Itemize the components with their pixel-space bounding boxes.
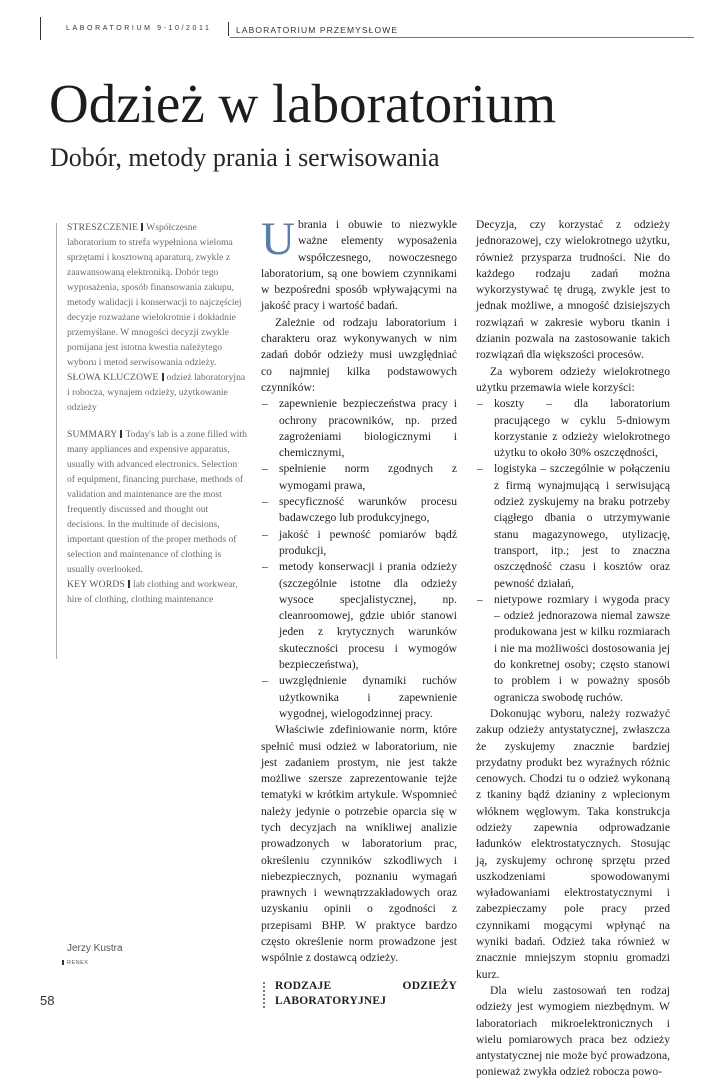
abstract bbox=[67, 220, 247, 612]
paragraph-1-text: brania i obuwie to niezwykle ważne elementy wyposażenia współczesnego, nowoczesnego laboratorium, są one bowiem czynnikami w bezpośredni sposób wpływającymi na jakość pracy i wartość badań. bbox=[261, 218, 457, 313]
abstract-en bbox=[67, 427, 247, 607]
drop-cap: U bbox=[261, 213, 295, 265]
list-item: – koszty – dla laboratorium pracującego w cyklu 5-dniowym korzystanie z odzieży wielokrotnego użytku to około 30% oszczędności, bbox=[476, 396, 670, 461]
article-subtitle: Dobór, metody prania i serwisowania bbox=[50, 143, 440, 172]
header-vertical-rule bbox=[40, 17, 41, 40]
keywords-pl-label: SŁOWA KLUCZOWE bbox=[67, 372, 159, 383]
magazine-issue: LABORATORIUM 9-10/2011 bbox=[66, 25, 212, 32]
list-item: – spełnienie norm zgodnych z wymogami prawa, bbox=[261, 461, 457, 494]
paragraph-7: Dla wielu zastosowań ten rodzaj odzieży jest wymogiem niezbędnym. W laboratoriach mikroelektronicznych i wielu pomiarowych praca bez odzieży antystatycznej nie może być prowadzona, ponieważ zwykła odzież robocza powo- bbox=[476, 983, 670, 1079]
paragraph-1 bbox=[261, 213, 457, 315]
page-number: 58 bbox=[40, 993, 55, 1008]
keywords-en-text: lab clothing and workwear, hire of clothing, clothing maintenance bbox=[67, 579, 238, 605]
abstract-pl-label: STRESZCZENIE bbox=[67, 222, 139, 233]
list-item: – specyficzność warunków procesu badawczego lub produkcyjnego, bbox=[261, 494, 457, 527]
article-column-1 bbox=[261, 213, 457, 1011]
separator-bar bbox=[141, 223, 143, 231]
abstract-pl-text: Współczesne laboratorium to strefa wypełniona wieloma sprzętami i kosztowną aparaturą, zwykle z zaawansowaną elektroniką. Dobór tego wyposażenia, sposób finansowania zakupu, metody walidacji i konserwacji to najczęściej decyzje rozważane wielokrotnie i dokładnie przemyślane. W mnogości decyzji zwykle pomijana jest istotna kwestia należytego wyboru i metod serwisowania odzieży. bbox=[67, 222, 242, 368]
keywords-en-label: KEY WORDS bbox=[67, 579, 126, 590]
list-item: – metody konserwacji i prania odzieży (szczególnie istotne dla odzieży wysoce specjalistycznej, np. cleanroomowej, gdzie ubiór stanowi jeden z krytycznych warunków skuteczności procesu i wymogów bezpieczeństwa), bbox=[261, 559, 457, 673]
separator-bar bbox=[128, 580, 130, 588]
section-heading: RODZAJE ODZIEŻY LABORATORYJNEJ bbox=[261, 979, 457, 1009]
author-affiliation bbox=[62, 960, 88, 966]
abstract-en-text: Today's lab is a zone filled with many appliances and expensive apparatus, usually with advanced electronics. Selection of equipment, financing purchase, methods of validation and maintenance are the most frequently discussed and thought out decisions. In the multitude of decisions, important question of the proper methods of selection and maintenance of clothing is usually overlooked. bbox=[67, 429, 247, 575]
paragraph-5: Za wyborem odzieży wielokrotnego użytku przemawia wiele korzyści: bbox=[476, 364, 670, 394]
separator-bar bbox=[162, 373, 164, 381]
list-item: – logistyka – szczególnie w połączeniu z firmą wynajmującą i serwisującą odzież zyskujemy na braku potrzeby ciągłego dbania o utrzymywanie stanu magazynowego, utylizację, transport, itp.; jest to znaczna oszczędność czasu i kosztów oraz pewność działań, bbox=[476, 461, 670, 591]
abstract-en-label: SUMMARY bbox=[67, 429, 118, 440]
article-column-2 bbox=[476, 217, 670, 1081]
list-item: – jakość i pewność pomiarów bądź produkcji, bbox=[261, 527, 457, 560]
paragraph-3: Właściwie zdefiniowanie norm, które spełnić musi odzież w laboratorium, nie jest zadaniem prostym, nie jest także możliwe szersze zaprezentowanie tejże tematyki w krótkim artykule. Wspomnieć należy jedynie o potrzebie oparcia się w tych decyzjach na wnikliwej analizie prowadzonych w laboratorium prac, określeniu czynników szkodliwych i niebezpiecznych, poznaniu wymagań prawnych i wewnątrzzakładowych oraz uzyskaniu opinii o zgodności z przepisami BHP. W praktyce bardzo często określenie norm prowadzone jest wspólnie z dostawcą odzieży. bbox=[261, 723, 457, 965]
factors-list bbox=[261, 396, 457, 722]
abstract-rule bbox=[56, 223, 57, 659]
article-title: Odzież w laboratorium bbox=[49, 73, 557, 134]
affiliation-text: RENEX bbox=[67, 960, 89, 966]
author-name: Jerzy Kustra bbox=[67, 943, 123, 954]
benefits-list bbox=[476, 396, 670, 706]
section-name: LABORATORIUM PRZEMYSŁOWE bbox=[236, 25, 399, 35]
running-header bbox=[40, 17, 694, 41]
keywords-pl-text: odzież laboratoryjna i robocza, wynajem odzieży, użytkowanie odzieży bbox=[67, 372, 246, 413]
list-item: – zapewnienie bezpieczeństwa pracy i ochrony pracowników, np. przed zagrożeniami biologicznymi i chemicznymi, bbox=[261, 396, 457, 461]
list-item: – nietypowe rozmiary i wygoda pracy – odzież jednorazowa niemal zawsze produkowana jest w kilku rozmiarach i nie ma możliwości dostosowania jej do konkretnej osoby; często stanowi to problem i w poważny sposób ogranicza swobodę ruchów. bbox=[476, 592, 670, 706]
paragraph-6: Dokonując wyboru, należy rozważyć zakup odzieży antystatycznej, zwłaszcza że zyskujemy znacznie bardziej przydatny produkt bez wyraźnych różnic cenowych. Chodzi tu o odzież wykonaną z tkaniny bądź dzianiny z wplecionym włóknem węglowym. Taka konstrukcja odzieży zapewnia odprowadzanie ładunków elektrostatycznych. Stosując ją, zyskujemy ochronę sprzętu przed uszkodzeniami spowodowanymi wyładowaniami elektrostatycznymi i zabezpieczamy pole pracy przed czynnikami mogącymi wpłynąć na wyniki badań. Odzież taka również w znacznie mniejszym stopniu gromadzi kurz. bbox=[476, 706, 670, 981]
paragraph-4-continued: Decyzja, czy korzystać z odzieży jednorazowej, czy wielokrotnego użytku, również przysparza trudności. Nie do każdego rodzaju zadań można wykorzystywać tę drugą, zwykle jest to jednak możliwe, a mnogość dzisiejszych rozwiązań w zakresie wyboru tkanin i dzianin pozwala na zastosowanie takich rozwiązań dla większości procesów. bbox=[476, 218, 670, 362]
separator-bar bbox=[120, 430, 122, 438]
header-rule bbox=[230, 37, 694, 38]
header-separator bbox=[228, 22, 229, 36]
abstract-pl bbox=[67, 220, 247, 415]
list-item: – uwzględnienie dynamiki ruchów użytkownika i zapewnienie wygodnej, wielogodzinnej pracy. bbox=[261, 673, 457, 722]
paragraph-2: Zależnie od rodzaju laboratorium i charakteru oraz wykonywanych w nim zadań dobór odzieży musi uwzględniać co najmniej kilka podstawowych czynników: bbox=[261, 315, 457, 394]
separator-bar bbox=[62, 960, 64, 965]
